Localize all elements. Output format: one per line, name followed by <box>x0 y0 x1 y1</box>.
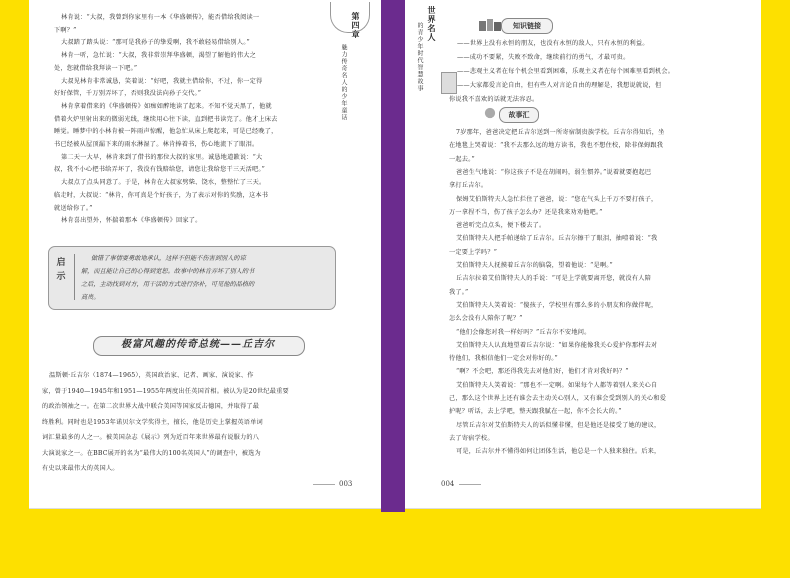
st-body-line: 爸爸生气地说：“你这孩子不是在胡闹吗，弱生惯养。”说着就要抱起巴 <box>456 168 652 176</box>
kn-body-line: ——世界上没有永恒的朋友，也没有永恒的敌人，只有永恒的利益。 <box>457 40 649 47</box>
page-number: 004 <box>441 480 455 488</box>
st-body-line: 万一拿捏不当，伤了孩子怎么办？还是我来劝劝他吧。” <box>449 208 603 216</box>
bio-body-line: 温斯顿·丘吉尔（1874—1965），英国政治家、记者、画家、演说家、作 <box>49 372 254 379</box>
lp-body-line: 睡觉。睡梦中的小林肯被一阵雨声惊醒，他急忙从床上爬起来，可是已经晚了， <box>54 128 278 136</box>
leaf-icon <box>484 107 496 119</box>
st-body-line: 7岁那年，爸爸决定把丘吉尔送到一所寄宿制贵族学校。丘吉尔得知后，坐 <box>456 129 665 136</box>
kn-body-line: ——成功不要紧，失败不致命，继续前行的勇气，才最可贵。 <box>457 54 630 61</box>
page-number-rule <box>459 484 481 485</box>
bio-body-line: 家，曾于1940—1945年和1951—1955年两度出任英国首相。被认为是20世纪最重要 <box>42 387 289 395</box>
lp-body-line: 大叔点了点头同意了。于是，林肯在大叔家劈柴、饶水，整整忙了三天。 <box>61 179 266 187</box>
st-body-line: 在地毯上哭着说：“我不去那么远的地方读书，我也不想住校，除非保姆跟我 <box>449 142 664 150</box>
right-page <box>405 0 761 509</box>
knowledge-link-tab: 知识链接 <box>501 18 553 34</box>
inspiration-label: 启示 <box>56 258 66 282</box>
bio-body-line: 大演说家之一。在BBC展开的名为“最伟大的100名英国人”的调查中，被选为 <box>42 449 261 457</box>
lp-body-line: 林肯拿着借来的《华盛顿传》如痴如醉地读了起来。不知不觉天黑了，他就 <box>61 102 272 110</box>
right-side-title: 世界名人 <box>427 6 437 42</box>
lp-body-line: 林肯一听，急忙说：“大叔，我非常崇拜华盛顿，渴望了解他的伟大之 <box>61 52 256 60</box>
st-body-line: 怎么会没有人陪你了呢？” <box>449 315 523 323</box>
qi-body-line: 之后，主动找到对方，用干活的方式进行弥补，可见他的品格的 <box>81 281 255 288</box>
left-side-subtitle: 魅力传奇名人的少年童话 <box>340 44 347 121</box>
left-page <box>29 0 381 509</box>
st-body-line: 可是，丘吉尔并不懂得如何让团体生活，他总是一个人独来独往。后来， <box>456 448 661 456</box>
st-body-line: 艾伯斯特夫人把手帕递给了丘吉尔。丘吉尔擦干了眼泪，抽噎着说：“我 <box>456 235 658 243</box>
st-body-line: “他们会像您对我一样好吗？”丘吉尔不安地问。 <box>456 328 591 336</box>
kn-body-line: ——悲观主义者在每个机会里看到困难，乐观主义者在每个困难里看到机会。 <box>457 68 675 75</box>
bio-body-line: 终胜利。同时也是1953年诺贝尔文学奖得主，擅长，他是历史上掌握英语单词 <box>42 418 263 426</box>
st-body-line: “啊？不会吧，那还得我先去对他们好，他们才肯对我好吗？” <box>456 368 629 376</box>
st-body-line: 艾伯斯特夫人笑着说：“那也不一定啊。如果每个人都等着别人来关心自 <box>456 381 658 389</box>
qi-body-line: 高贵。 <box>81 294 100 301</box>
st-body-line: 保姆艾伯斯特夫人急忙拦住了爸爸，说：“您在气头上千万不要打孩子， <box>456 195 658 203</box>
lp-body-line: 处，您就借给我拜读一下吧。” <box>54 64 138 72</box>
st-body-line: 艾伯斯特夫人认真地望着丘吉尔说：“如果你能像我关心爱护你那样去对 <box>456 341 658 349</box>
st-body-line: 拿打丘吉尔。 <box>449 182 488 190</box>
lp-body-line: 借着火炉里射出来的微弱光线，继续用心往下读，直到把书读完了。他才上床去 <box>54 115 278 123</box>
lp-body-line: 临走时，大叔说：“林肯，你可真是个好孩子，为了表示对你的奖励，这本书 <box>54 191 269 199</box>
lp-body-line: 第二天一大早，林肯来到了借书的那位大叔的家里。诚恳地道歉说：“大 <box>61 153 263 161</box>
inspiration-divider <box>74 254 75 300</box>
lp-body-line: 大叔见林肯非常诚恳，笑着说：“好吧，我就主借给你，不过，你一定得 <box>61 77 263 85</box>
page-number: 003 <box>339 480 353 488</box>
book-spine <box>381 0 405 512</box>
lp-body-line: 林肯喜出望外，怀揣着那本《华盛顿传》回家了。 <box>61 217 202 225</box>
right-side-subtitle: 的青少年时代智慧故事 <box>416 22 423 92</box>
books-icon <box>478 18 502 32</box>
lp-body-line: 叔，我不小心把书给弄坏了，我没有钱赔给您，请您让我给您干三天活吧。” <box>54 166 266 174</box>
bio-body-line: 的政治领袖之一。在第二次世界大战中联合美国等国家反击德国，并取得了最 <box>42 403 260 410</box>
st-body-line: 尽管丘吉尔对艾伯斯特夫人的话似懂非懂，但是他还是接受了她的建议， <box>456 421 661 429</box>
left-corner-ornament <box>330 2 370 33</box>
lp-body-line: 下啊？” <box>54 26 77 34</box>
lp-body-line: 林肯说：“大叔，我曾到你家里有一本《华盛顿传》，能否借给我阅读一 <box>61 14 260 21</box>
st-body-line: 去了寄宿学校。 <box>449 434 494 442</box>
bio-body-line: 有史以来最伟大的英国人。 <box>42 465 119 472</box>
lp-body-line: 好好保管，千万别弄坏了，否则我没法向孙子交代。” <box>54 90 202 98</box>
lp-body-line: 书已经被从屋顶漏下来的雨水淋湿了。林肯捧着书，伤心地流下了眼泪。 <box>54 141 259 148</box>
kn-body-line: 你说我不喜欢的话就无法容忍。 <box>449 96 539 103</box>
st-body-line: 艾伯斯特夫人抚摸着丘吉尔的脑袋，望着他说：“是啊。” <box>456 262 613 269</box>
st-body-line: 一定要上学吗？” <box>449 248 498 256</box>
lp-body-line: 大叔踏了踏头说：“那可是我孙子的挚爱啊，我不敢轻易借给别人。” <box>61 39 250 47</box>
page-number-rule <box>313 484 335 485</box>
section-title: 极富风趣的传奇总统——丘吉尔 <box>121 339 275 350</box>
kn-body-line: ——大家都爱言论自由，但有些人对言论自由的理解是，我想说就说，但 <box>457 82 662 89</box>
story-tab: 故事汇 <box>499 107 539 123</box>
bio-body-line: 词汇量最多的人之一。被美国杂志《展示》列为近百年来世界最有说服力的八 <box>42 434 260 441</box>
st-body-line: 己，那么这个世界上还有谁会去主动关心别人，又有谁会受到别人的关心和爱 <box>449 395 667 402</box>
lp-body-line: 就送给你了。” <box>54 204 93 212</box>
st-body-line: 一起去。” <box>449 155 475 163</box>
qi-body-line: 解，而且能让自己的心得到宽恕。故事中的林肯弄坏了别人的书 <box>81 268 255 275</box>
left-side-title: 第四章 <box>351 12 361 39</box>
st-body-line: 护呢？听话，去上学吧，整天跟我腻在一起，你不会长大的。” <box>449 408 622 416</box>
st-body-line: 艾伯斯特夫人笑着说：“傻孩子，学校里有那么多的小朋友和你做伴呢， <box>456 301 658 309</box>
qi-body-line: 做错了事情要勇敢地承认，这样不但能不伤害到别人的谅 <box>91 255 246 262</box>
st-body-line: 待他们，我相信他们一定会对你好的。” <box>449 355 558 363</box>
st-body-line: 我了。” <box>449 288 469 296</box>
st-body-line: 丘吉尔拉着艾伯斯特夫人的手说：“可是上学就要离开您，就没有人陪 <box>456 275 651 283</box>
right-corner-ornament <box>441 72 457 94</box>
st-body-line: 爸爸听完点点头，便下楼去了。 <box>456 222 546 230</box>
